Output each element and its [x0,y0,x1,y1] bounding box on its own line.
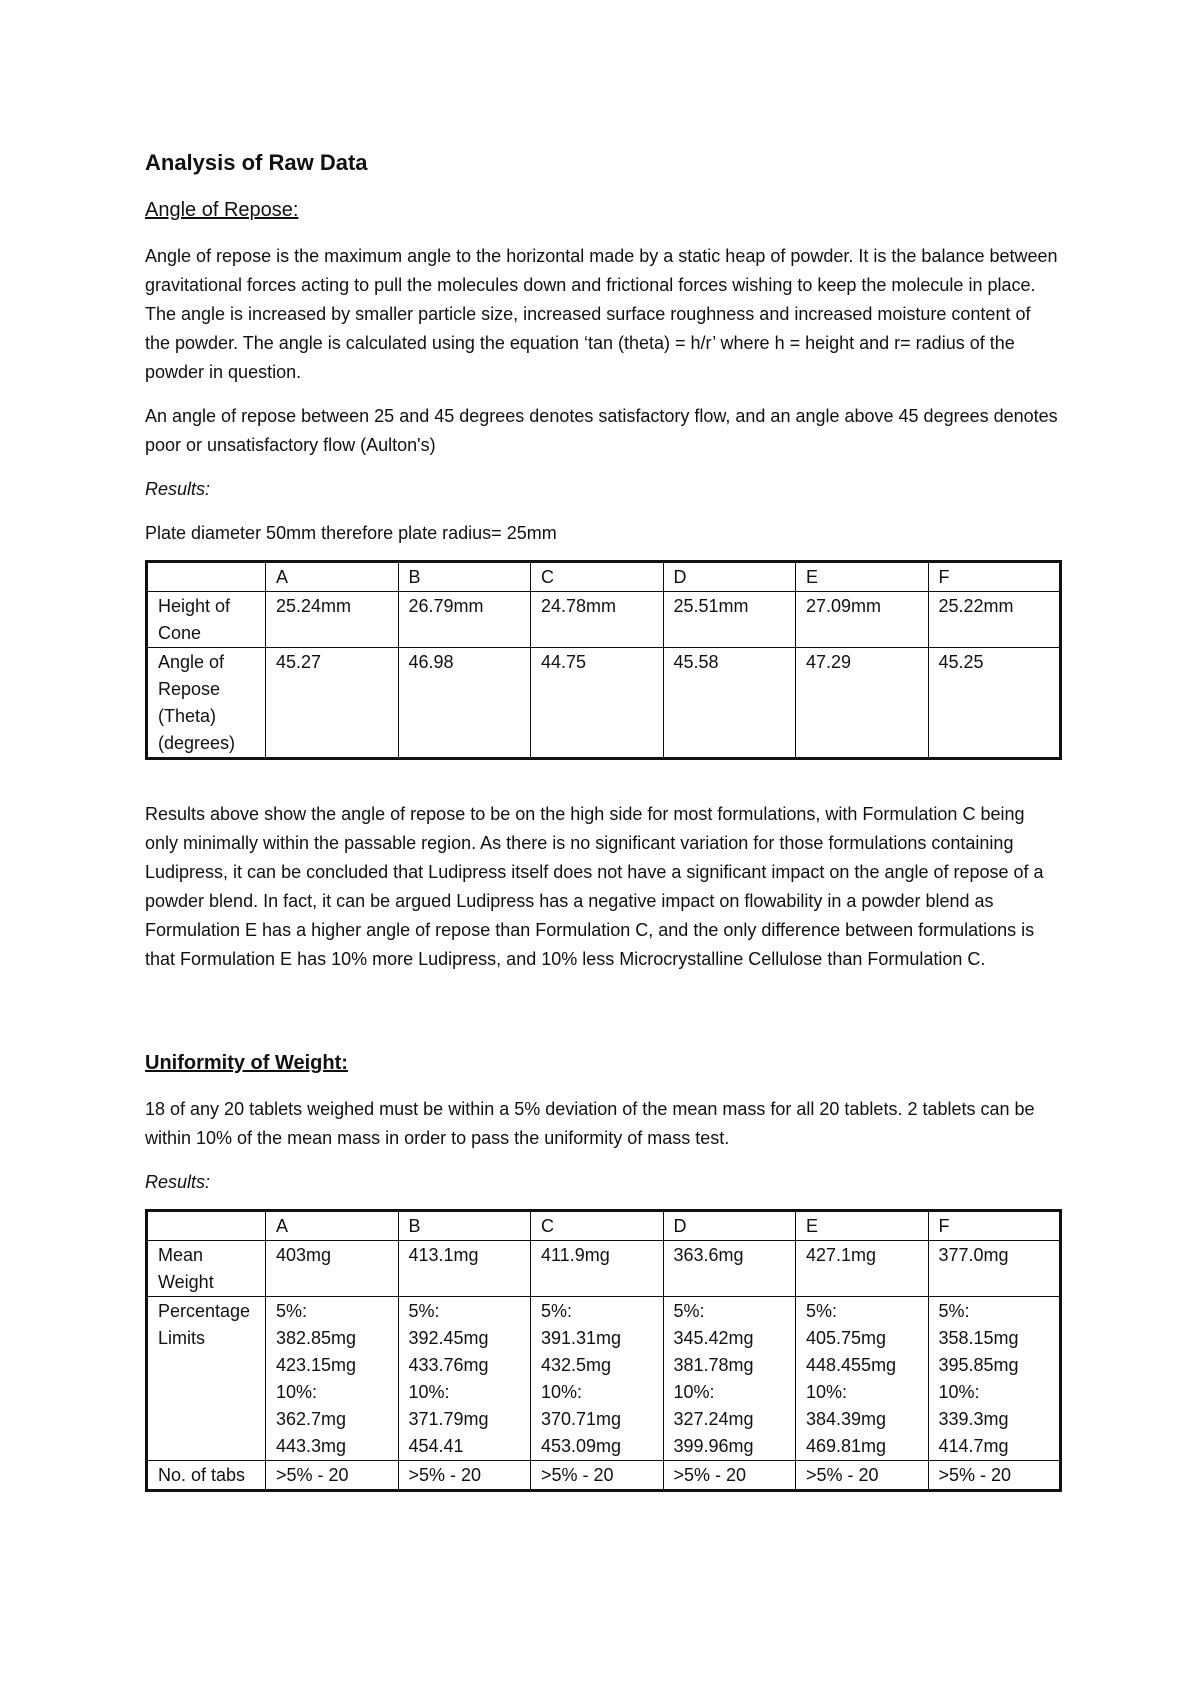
angle-of-repose-heading: Angle of Repose: [145,199,299,221]
limits-line: 10%: [276,1382,318,1402]
limits-line: 384.39mg [806,1409,887,1429]
aor-results-label: Results: [145,479,211,499]
limits-line: 339.3mg [938,1409,1009,1429]
limits-line: 414.7mg [938,1436,1009,1456]
table-cell: 46.98 [398,648,531,759]
table-header-row [147,1211,1061,1241]
limits-line: 10%: [938,1382,980,1402]
table-cell: 377.0mg [928,1241,1061,1297]
table-cell: 47.29 [796,648,929,759]
limits-line: 358.15mg [938,1328,1019,1348]
table-row [147,648,1061,759]
column-header: C [531,1211,664,1241]
table-cell: 45.25 [928,648,1061,759]
plate-note: Plate diameter 50mm therefore plate radius= 25mm [145,523,557,543]
limits-line: 5%: [541,1301,573,1321]
table-row [147,592,1061,648]
aor-paragraph-criteria: An angle of repose between 25 and 45 degrees denotes satisfactory flow, and an angle above 45 degrees denotes poor or unsatisfactory flow (Aulton's) [145,406,1058,455]
table-row [147,1297,1061,1461]
limits-cell [531,1297,664,1461]
table-cell: 44.75 [531,648,664,759]
row-header: No. of tabs [147,1461,266,1491]
column-header: D [663,1211,796,1241]
column-header: A [266,1211,399,1241]
limits-cell [398,1297,531,1461]
limits-cell [928,1297,1061,1461]
limits-line: 405.75mg [806,1328,887,1348]
limits-cell [796,1297,929,1461]
table-cell: 25.51mm [663,592,796,648]
table-cell: >5% - 20 [531,1461,664,1491]
limits-line: 5%: [806,1301,838,1321]
column-header: D [663,562,796,592]
limits-line: 381.78mg [673,1355,754,1375]
table-cell: 26.79mm [398,592,531,648]
angle-of-repose-table [145,560,1062,760]
limits-line: 391.31mg [541,1328,622,1348]
limits-line: 399.96mg [673,1436,754,1456]
table-cell: >5% - 20 [266,1461,399,1491]
limits-line: 5%: [408,1301,440,1321]
table-cell: 413.1mg [398,1241,531,1297]
limits-line: 10%: [673,1382,715,1402]
table-cell: >5% - 20 [663,1461,796,1491]
table-row [147,1461,1061,1491]
column-header: F [928,562,1061,592]
limits-line: 433.76mg [408,1355,489,1375]
table-cell: 27.09mm [796,592,929,648]
column-header: B [398,562,531,592]
row-header: Percentage Limits [147,1297,266,1461]
limits-cell [663,1297,796,1461]
table-row [147,1241,1061,1297]
limits-line: 10%: [806,1382,848,1402]
limits-line: 454.41 [408,1436,464,1456]
limits-line: 10%: [408,1382,450,1402]
uow-paragraph-criteria: 18 of any 20 tablets weighed must be within a 5% deviation of the mean mass for all 20 tablets. 2 tablets can be within 10% of the mean mass in order to pass the uniformity of mass test. [145,1099,1035,1148]
table-header-row [147,562,1061,592]
limits-line: 448.455mg [806,1355,897,1375]
column-header: F [928,1211,1061,1241]
table-cell: >5% - 20 [928,1461,1061,1491]
column-header: E [796,562,929,592]
limits-line: 423.15mg [276,1355,357,1375]
table-cell: 403mg [266,1241,399,1297]
document-title: Analysis of Raw Data [145,150,368,175]
limits-line: 469.81mg [806,1436,887,1456]
limits-line: 395.85mg [938,1355,1019,1375]
limits-line: 10%: [541,1382,583,1402]
limits-line: 392.45mg [408,1328,489,1348]
table-cell: >5% - 20 [398,1461,531,1491]
column-header: E [796,1211,929,1241]
document-page [145,148,1060,1492]
limits-line: 345.42mg [673,1328,754,1348]
table-cell: 363.6mg [663,1241,796,1297]
aor-discussion: Results above show the angle of repose to be on the high side for most formulations, with Formulation C being only minimally within the passable region. As there is no significant variation for those formulations containing Ludipress, it can be concluded that Ludipress itself does not have a significant impact on the angle of repose of a powder blend. In fact, it can be argued Ludipress has a negative impact on flowability in a powder blend as Formulation E has a higher angle of repose than Formulation C, and the only difference between formulations is that Formulation E has 10% more Ludipress, and 10% less Microcrystalline Cellulose than Formulation C. [145,804,1044,969]
limits-line: 5%: [938,1301,970,1321]
limits-line: 370.71mg [541,1409,622,1429]
limits-line: 5%: [673,1301,705,1321]
column-header: B [398,1211,531,1241]
table-cell: 427.1mg [796,1241,929,1297]
row-header: Height of Cone [147,592,266,648]
limits-line: 362.7mg [276,1409,347,1429]
row-header: Angle of Repose (Theta) (degrees) [147,648,266,759]
table-cell: 45.27 [266,648,399,759]
table-cell: 45.58 [663,648,796,759]
table-corner-cell [147,562,266,592]
limits-line: 371.79mg [408,1409,489,1429]
limits-line: 443.3mg [276,1436,347,1456]
row-header: Mean Weight [147,1241,266,1297]
limits-line: 327.24mg [673,1409,754,1429]
limits-line: 453.09mg [541,1436,622,1456]
table-cell: 411.9mg [531,1241,664,1297]
table-corner-cell [147,1211,266,1241]
table-cell: 25.24mm [266,592,399,648]
aor-paragraph-definition: Angle of repose is the maximum angle to the horizontal made by a static heap of powder. It is the balance between gravitational forces acting to pull the molecules down and frictional forces wishing to keep the molecule in place. The angle is increased by smaller particle size, increased surface roughness and increased moisture content of the powder. The angle is calculated using the equation ‘tan (theta) = h/r’ where h = height and r= radius of the powder in question. [145,246,1058,382]
table-cell: >5% - 20 [796,1461,929,1491]
uniformity-of-weight-table [145,1209,1062,1492]
column-header: A [266,562,399,592]
uow-results-label: Results: [145,1172,211,1192]
uniformity-of-weight-heading: Uniformity of Weight: [145,1052,348,1074]
limits-line: 5%: [276,1301,308,1321]
table-cell: 24.78mm [531,592,664,648]
column-header: C [531,562,664,592]
limits-line: 382.85mg [276,1328,357,1348]
table-cell: 25.22mm [928,592,1061,648]
limits-line: 432.5mg [541,1355,612,1375]
limits-cell [266,1297,399,1461]
